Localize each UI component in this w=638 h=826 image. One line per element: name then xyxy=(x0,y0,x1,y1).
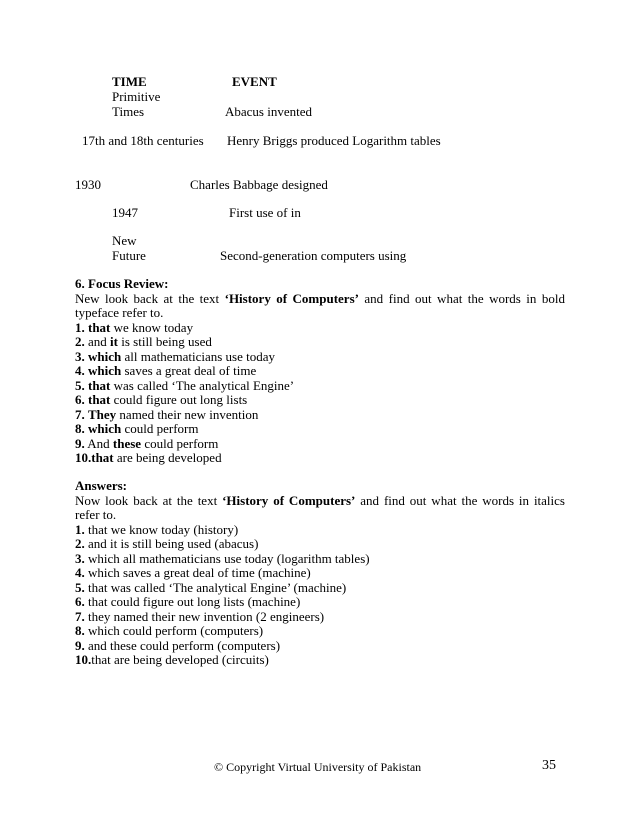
timeline-time: 17th and 18th centuries xyxy=(82,133,204,148)
list-item: 1. that we know today xyxy=(75,319,194,335)
list-item: 5. that was called ‘The analytical Engine’ xyxy=(75,377,295,393)
timeline-event: Abacus invented xyxy=(225,104,313,119)
timeline-time: Primitive xyxy=(112,89,161,104)
list-item: 2. and it is still being used (abacus) xyxy=(75,536,259,551)
section-intro: New look back at the text ‘History of Computers’ and find out what the words in bold typeface refer to. xyxy=(75,290,565,320)
timeline-event: First use of in xyxy=(229,205,301,220)
list-item: 10.that are being developed xyxy=(75,450,222,465)
text-title: ‘History of Computers’ xyxy=(224,290,359,306)
event-column-header: EVENT xyxy=(232,74,277,89)
list-item: 8. which could perform (computers) xyxy=(75,623,264,638)
section-intro: Now look back at the text ‘History of Computers’ and find out what the words in italics refer to. xyxy=(75,492,565,522)
list-item: 1. that we know today (history) xyxy=(75,521,239,537)
timeline-time: Times xyxy=(112,104,145,119)
timeline-time: Future xyxy=(112,248,146,263)
list-item: 6. that could figure out long lists xyxy=(75,392,248,407)
list-item: 4. which saves a great deal of time xyxy=(75,363,257,378)
timeline-time: New xyxy=(112,233,137,248)
section-heading: Answers: xyxy=(75,478,127,493)
timeline-event: Charles Babbage designed xyxy=(190,177,328,192)
page-number: 35 xyxy=(542,758,556,773)
list-item: 9. And these could perform xyxy=(75,435,219,451)
list-item: 8. which could perform xyxy=(75,421,199,436)
footer-copyright: © Copyright Virtual University of Pakistan xyxy=(214,760,422,774)
list-item: 9. and these could perform (computers) xyxy=(75,637,281,653)
list-item: 2. and it is still being used xyxy=(75,334,212,349)
text-title: ‘History of Computers’ xyxy=(222,492,356,508)
timeline-event: Henry Briggs produced Logarithm tables xyxy=(227,133,441,148)
list-item: 3. which all mathematicians use today (logarithm tables) xyxy=(75,550,370,566)
list-item: 4. which saves a great deal of time (machine) xyxy=(75,565,311,580)
timeline-time: 1947 xyxy=(112,205,138,220)
list-item: 3. which all mathematicians use today xyxy=(75,348,276,364)
list-item: 6. that could figure out long lists (machine) xyxy=(75,594,301,609)
focus-review-section xyxy=(75,277,565,466)
list-item: 5. that was called ‘The analytical Engine’ (machine) xyxy=(75,579,347,595)
section-heading: 6. Focus Review: xyxy=(75,276,169,291)
list-item: 10.that are being developed (circuits) xyxy=(75,652,269,667)
list-item: 7. They named their new invention xyxy=(75,406,259,422)
answers-section xyxy=(75,479,565,668)
timeline-event: Second-generation computers using xyxy=(220,248,407,263)
timeline-time: 1930 xyxy=(75,177,101,192)
list-item: 7. they named their new invention (2 engineers) xyxy=(75,608,325,624)
time-column-header: TIME xyxy=(112,74,147,89)
